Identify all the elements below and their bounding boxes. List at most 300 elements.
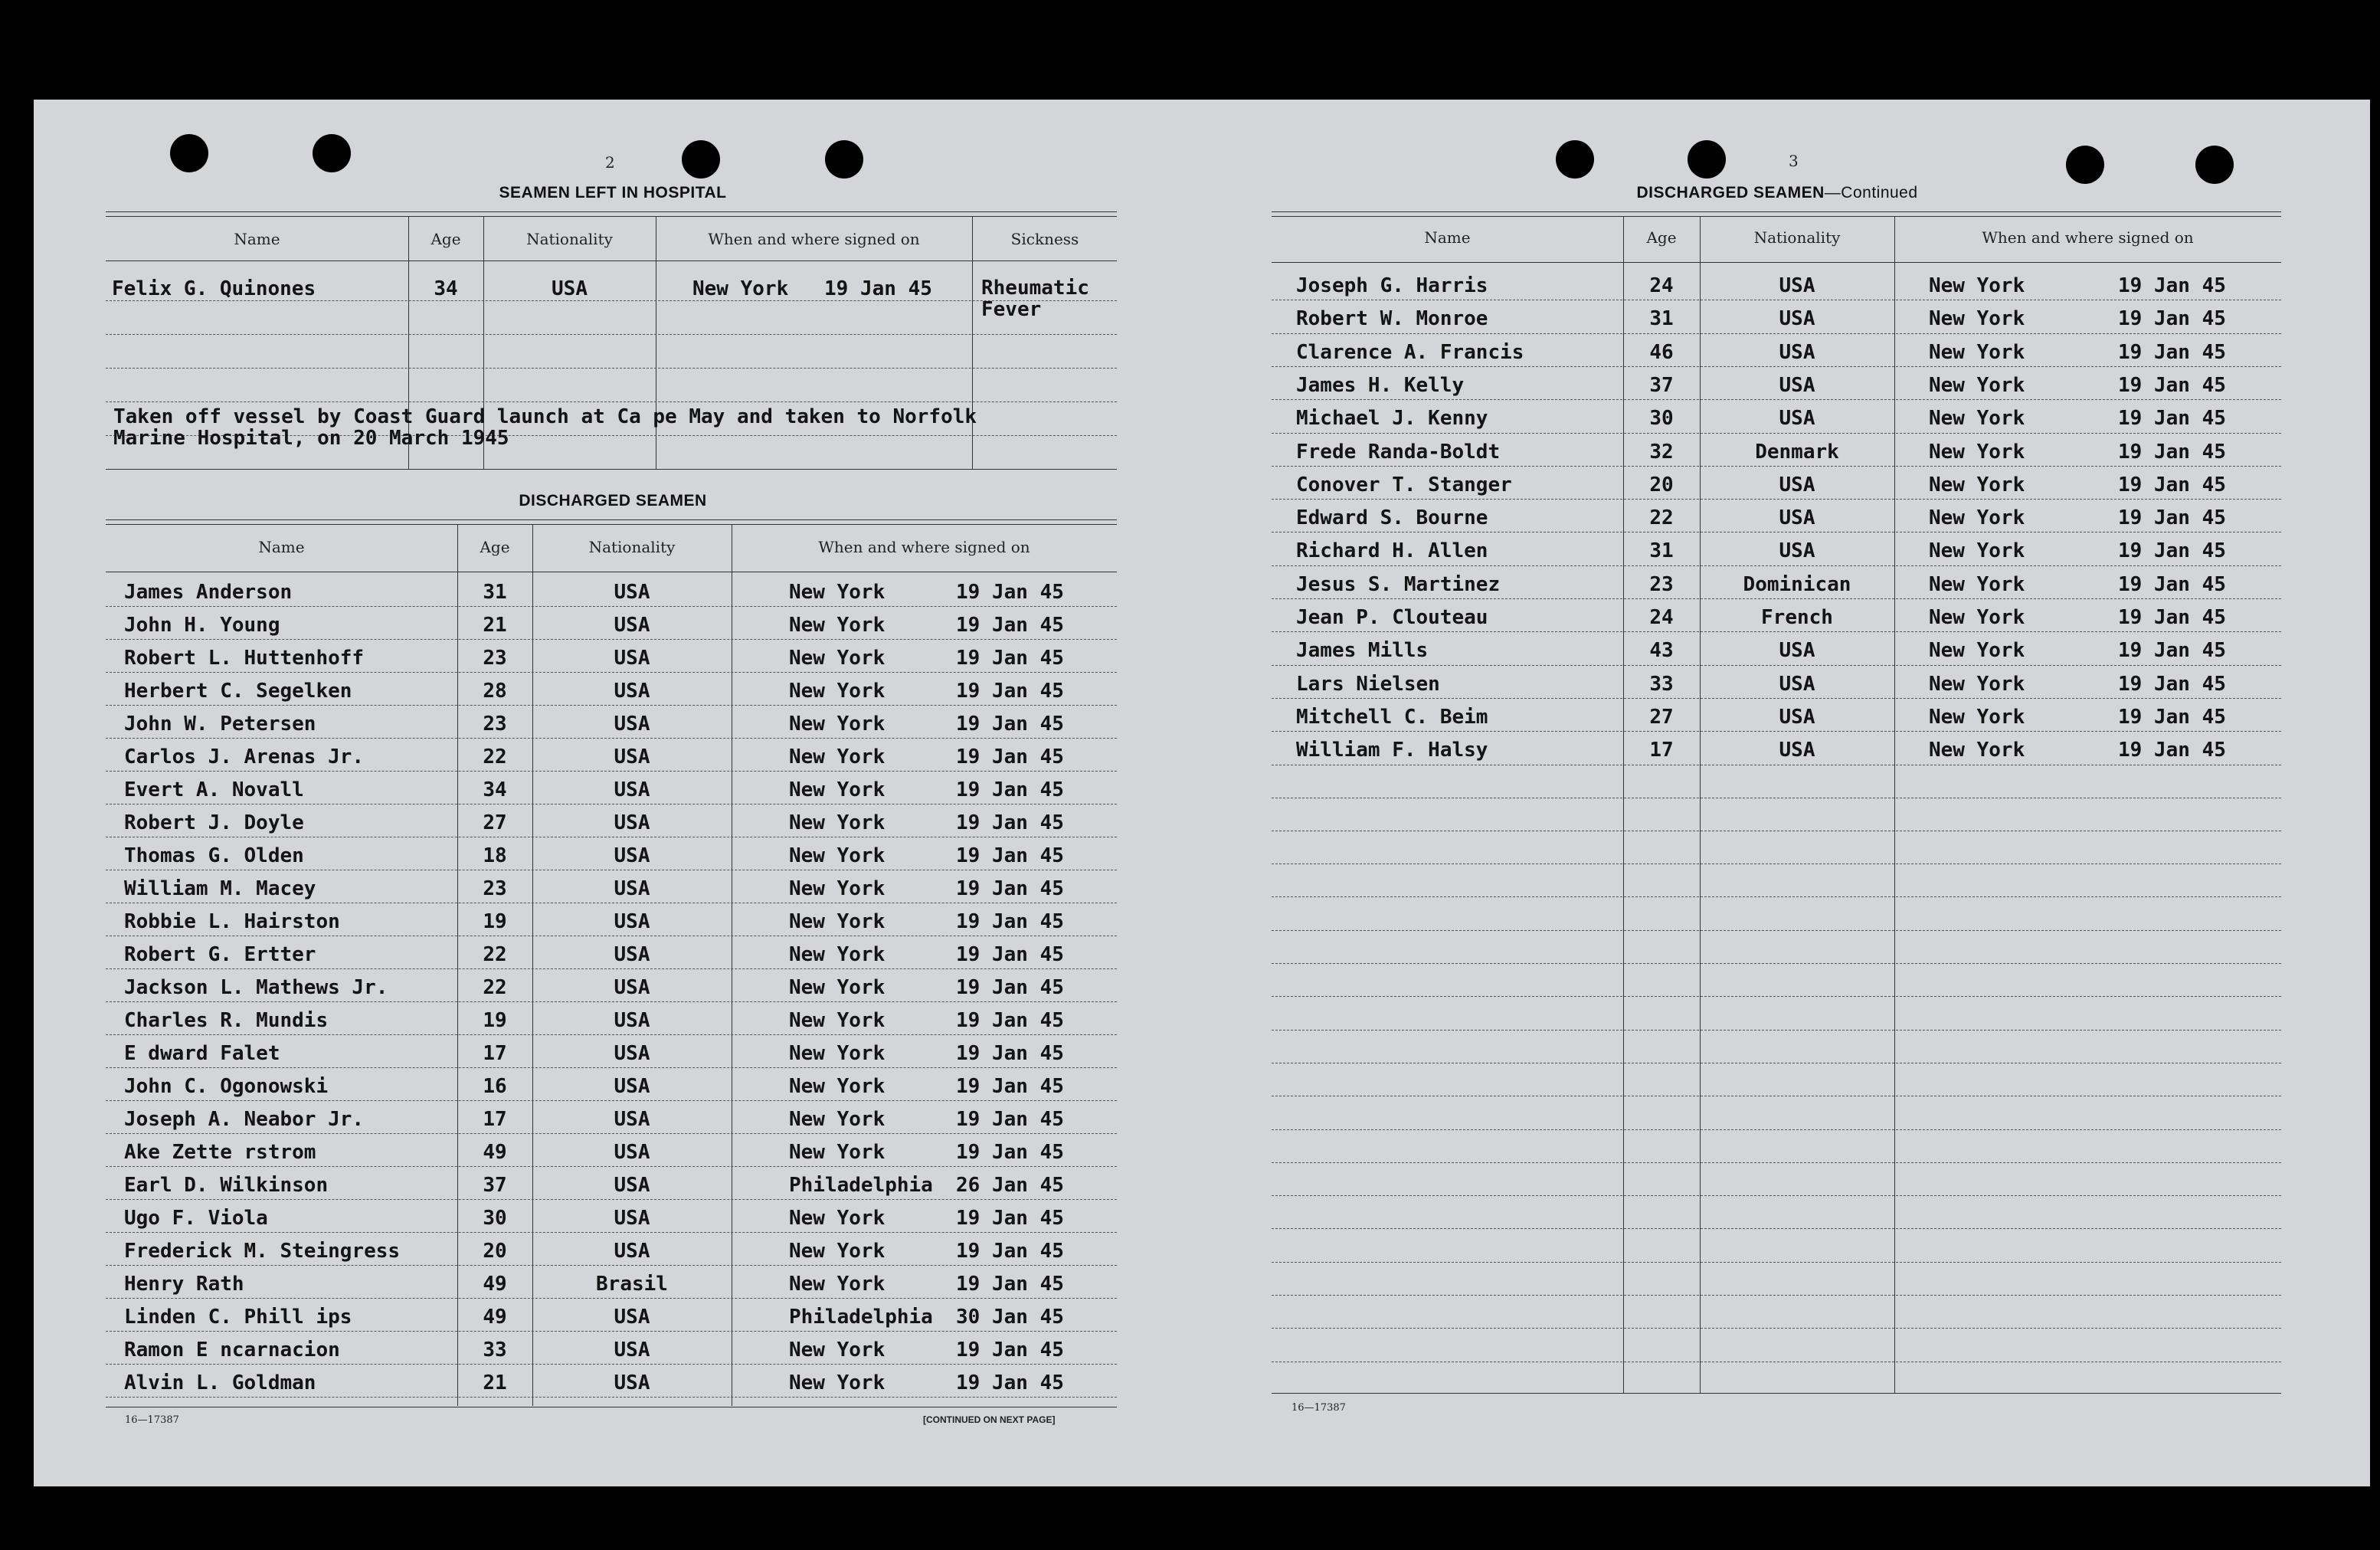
row-rule <box>106 334 1117 335</box>
seaman-age: 33 <box>483 1339 507 1362</box>
row-rule <box>106 1133 1117 1134</box>
signed-date: 19 Jan 45 <box>2118 705 2226 729</box>
table-row <box>106 581 1117 611</box>
row-rule <box>106 1199 1117 1200</box>
heading-sub: —Continued <box>1824 184 1918 202</box>
signed-date: 19 Jan 45 <box>2118 606 2226 629</box>
row-rule <box>1272 665 2281 666</box>
signed-date: 19 Jan 45 <box>2118 307 2226 331</box>
table-row <box>106 1240 1117 1270</box>
signed-date: 19 Jan 45 <box>956 844 1064 867</box>
discharged-continued-heading <box>1570 184 1984 202</box>
signed-date: 19 Jan 45 <box>2118 739 2226 762</box>
seaman-nationality: Brasil <box>596 1273 668 1296</box>
signed-date: 19 Jan 45 <box>956 1141 1064 1164</box>
seaman-age: 20 <box>1649 473 1674 496</box>
row-rule <box>1272 466 2281 467</box>
row-rule <box>106 300 1117 301</box>
seaman-age: 31 <box>1649 539 1674 563</box>
column-header-name: Name <box>258 538 305 556</box>
row-rule <box>1272 598 2281 599</box>
table-row <box>106 680 1117 710</box>
seaman-age: 22 <box>483 746 507 768</box>
signed-place: Philadelphia <box>789 1306 933 1329</box>
seaman-nationality: USA <box>552 277 588 300</box>
seaman-age: 49 <box>483 1306 507 1329</box>
signed-place: New York <box>789 647 886 670</box>
signed-date: 19 Jan 45 <box>956 1108 1064 1131</box>
seaman-name: James Mills <box>1296 639 1429 663</box>
column-header-name: Name <box>1424 228 1471 247</box>
seaman-age: 21 <box>483 614 507 637</box>
seaman-age: 17 <box>1649 739 1674 762</box>
binder-hole <box>1556 140 1594 179</box>
seaman-name: Charles R. Mundis <box>124 1009 329 1032</box>
table-row <box>106 1075 1117 1106</box>
table-row <box>106 1108 1117 1139</box>
row-rule <box>1272 565 2281 566</box>
seaman-age: 17 <box>483 1108 507 1131</box>
seaman-name: Felix G. Quinones <box>112 277 316 300</box>
row-rule <box>1272 631 2281 632</box>
signed-place: New York <box>1929 506 2025 530</box>
row-rule <box>106 1331 1117 1332</box>
signed-place: New York <box>789 746 886 768</box>
table-row <box>106 1042 1117 1073</box>
signed-place: New York <box>1929 407 2025 431</box>
seaman-name: William M. Macey <box>124 877 316 900</box>
seaman-nationality: USA <box>614 811 650 834</box>
seaman-nationality: Dominican <box>1743 572 1851 596</box>
row-rule <box>1272 930 2281 931</box>
signed-date: 19 Jan 45 <box>956 1207 1064 1230</box>
signed-place: New York <box>1929 539 2025 563</box>
seaman-nationality: USA <box>1779 473 1815 496</box>
seaman-nationality: USA <box>614 1141 650 1164</box>
seaman-age: 33 <box>1649 672 1674 696</box>
seaman-age: 23 <box>483 877 507 900</box>
table-row <box>106 647 1117 677</box>
table-row <box>106 1306 1117 1336</box>
binder-hole <box>825 140 863 179</box>
signed-place: New York <box>789 1042 886 1065</box>
seaman-name: Robert G. Ertter <box>124 943 316 966</box>
seaman-name: Carlos J. Arenas Jr. <box>124 746 365 768</box>
signed-date: 19 Jan 45 <box>956 746 1064 768</box>
table-row <box>106 778 1117 809</box>
seaman-age: 23 <box>1649 572 1674 596</box>
column-header-sickness: Sickness <box>1010 230 1079 248</box>
seaman-nationality: USA <box>614 1075 650 1098</box>
signed-place: New York <box>789 811 886 834</box>
signed-place: New York <box>692 277 789 300</box>
seaman-age: 30 <box>483 1207 507 1230</box>
seaman-age: 22 <box>483 943 507 966</box>
signed-place: New York <box>1929 307 2025 331</box>
row-rule <box>106 1397 1117 1398</box>
hospital-note: Taken off vessel by Coast Guard launch at Ca pe May and taken to Norfolk Marine Hospital, on 20 March 1945 <box>113 405 977 450</box>
seaman-name: Frede Randa-Boldt <box>1296 440 1501 464</box>
table-row <box>106 1141 1117 1172</box>
row-rule <box>106 401 1117 402</box>
seaman-name: Joseph G. Harris <box>1296 274 1488 297</box>
signed-date: 19 Jan 45 <box>956 877 1064 900</box>
table-row <box>106 943 1117 974</box>
signed-place: New York <box>1929 572 2025 596</box>
signed-date: 19 Jan 45 <box>956 713 1064 736</box>
signed-place: New York <box>1929 672 2025 696</box>
seaman-name: Thomas G. Olden <box>124 844 304 867</box>
signed-date: 19 Jan 45 <box>2118 672 2226 696</box>
row-rule <box>1272 366 2281 367</box>
signed-date: 19 Jan 45 <box>956 680 1064 703</box>
table-rule <box>106 519 1117 525</box>
table-row <box>106 713 1117 743</box>
table-row <box>106 1273 1117 1303</box>
seaman-nationality: USA <box>614 680 650 703</box>
column-header-age: Age <box>430 230 461 248</box>
seaman-name: William F. Halsy <box>1296 739 1488 762</box>
seaman-age: 18 <box>483 844 507 867</box>
seaman-nationality: USA <box>614 844 650 867</box>
seaman-name: Lars Nielsen <box>1296 672 1440 696</box>
signed-date: 19 Jan 45 <box>2118 440 2226 464</box>
signed-place: New York <box>789 680 886 703</box>
form-number: 16—17387 <box>1291 1402 1346 1414</box>
seaman-age: 19 <box>483 1009 507 1032</box>
seaman-name: John W. Petersen <box>124 713 316 736</box>
signed-date: 26 Jan 45 <box>956 1174 1064 1197</box>
seaman-name: E dward Falet <box>124 1042 280 1065</box>
signed-date: 19 Jan 45 <box>2118 539 2226 563</box>
sickness: Rheumatic Fever <box>981 277 1089 321</box>
seaman-name: Robbie L. Hairston <box>124 910 340 933</box>
row-rule <box>106 705 1117 706</box>
row-rule <box>106 606 1117 607</box>
seaman-nationality: USA <box>1779 340 1815 364</box>
seaman-name: Jackson L. Mathews Jr. <box>124 976 388 999</box>
table-row <box>106 844 1117 875</box>
signed-place: New York <box>1929 705 2025 729</box>
table-row <box>106 614 1117 644</box>
row-rule <box>106 1034 1117 1035</box>
column-header-nationality: Nationality <box>588 538 676 556</box>
signed-date: 30 Jan 45 <box>956 1306 1064 1329</box>
seaman-age: 22 <box>483 976 507 999</box>
seaman-nationality: USA <box>614 1009 650 1032</box>
signed-date: 19 Jan 45 <box>956 1339 1064 1362</box>
signed-date: 19 Jan 45 <box>956 1240 1064 1263</box>
seaman-nationality: USA <box>614 1174 650 1197</box>
signed-place: New York <box>789 1339 886 1362</box>
seaman-name: Ake Zette rstrom <box>124 1141 316 1164</box>
row-rule <box>1272 1262 2281 1263</box>
seaman-nationality: USA <box>614 1042 650 1065</box>
signed-place: New York <box>789 614 886 637</box>
row-rule <box>106 1298 1117 1299</box>
signed-place: New York <box>789 1240 886 1263</box>
seaman-age: 37 <box>1649 373 1674 397</box>
seaman-name: Henry Rath <box>124 1273 244 1296</box>
row-rule <box>1272 963 2281 964</box>
row-rule <box>106 1100 1117 1101</box>
signed-place: New York <box>789 1207 886 1230</box>
signed-place: New York <box>789 713 886 736</box>
seaman-nationality: USA <box>614 778 650 801</box>
row-rule <box>1272 1328 2281 1329</box>
seaman-nationality: USA <box>614 1306 650 1329</box>
seaman-nationality: French <box>1761 606 1833 629</box>
signed-place: New York <box>789 581 886 604</box>
seaman-name: Edward S. Bourne <box>1296 506 1488 530</box>
signed-place: New York <box>1929 639 2025 663</box>
seaman-name: Jesus S. Martinez <box>1296 572 1501 596</box>
seaman-nationality: USA <box>614 910 650 933</box>
row-rule <box>1272 1129 2281 1130</box>
signed-date: 19 Jan 45 <box>2118 506 2226 530</box>
seaman-nationality: USA <box>1779 307 1815 331</box>
row-rule <box>1272 698 2281 699</box>
row-rule <box>1272 1162 2281 1163</box>
signed-date: 19 Jan 45 <box>956 1371 1064 1394</box>
page-number: 2 <box>605 153 615 172</box>
seaman-name: Richard H. Allen <box>1296 539 1488 563</box>
column-header-age: Age <box>1646 228 1677 247</box>
signed-place: New York <box>789 976 886 999</box>
table-rule <box>106 211 1117 217</box>
table-row <box>106 1174 1117 1204</box>
seaman-nationality: USA <box>614 877 650 900</box>
seaman-age: 23 <box>483 713 507 736</box>
seaman-age: 27 <box>1649 705 1674 729</box>
table-row <box>106 910 1117 941</box>
seaman-name: James H. Kelly <box>1296 373 1465 397</box>
seaman-age: 19 <box>483 910 507 933</box>
table-row <box>106 1207 1117 1237</box>
signed-place: New York <box>789 844 886 867</box>
seaman-nationality: USA <box>614 1339 650 1362</box>
signed-date: 19 Jan 45 <box>956 811 1064 834</box>
seaman-name: Clarence A. Francis <box>1296 340 1524 364</box>
row-rule <box>106 368 1117 369</box>
signed-place: New York <box>789 1009 886 1032</box>
seaman-age: 49 <box>483 1273 507 1296</box>
row-rule <box>1272 499 2281 500</box>
signed-place: New York <box>789 1273 886 1296</box>
seaman-nationality: USA <box>614 1108 650 1131</box>
row-rule <box>1272 863 2281 864</box>
form-number: 16—17387 <box>125 1414 179 1426</box>
row-rule <box>106 1265 1117 1266</box>
page-number: 3 <box>1789 152 1799 170</box>
row-rule <box>106 1001 1117 1002</box>
seaman-age: 31 <box>1649 307 1674 331</box>
signed-date: 19 Jan 45 <box>956 647 1064 670</box>
seaman-age: 34 <box>434 277 458 300</box>
signed-place: New York <box>789 1141 886 1164</box>
seaman-age: 28 <box>483 680 507 703</box>
seaman-nationality: USA <box>1779 373 1815 397</box>
seaman-nationality: USA <box>614 943 650 966</box>
row-rule <box>1272 1195 2281 1196</box>
signed-date: 19 Jan 45 <box>956 1273 1064 1296</box>
row-rule <box>1272 532 2281 533</box>
signed-place: New York <box>1929 473 2025 496</box>
signed-date: 19 Jan 45 <box>956 614 1064 637</box>
seaman-age: 24 <box>1649 606 1674 629</box>
seaman-name: Alvin L. Goldman <box>124 1371 316 1394</box>
signed-place: New York <box>1929 340 2025 364</box>
seaman-age: 16 <box>483 1075 507 1098</box>
row-rule <box>106 1166 1117 1167</box>
seaman-age: 21 <box>483 1371 507 1394</box>
seaman-nationality: USA <box>1779 407 1815 431</box>
row-rule <box>106 1232 1117 1233</box>
signed-place: Philadelphia <box>789 1174 933 1197</box>
binder-hole <box>1688 140 1726 179</box>
hospital-heading: SEAMEN LEFT IN HOSPITAL <box>499 184 727 202</box>
signed-place: New York <box>1929 440 2025 464</box>
row-rule <box>1272 1228 2281 1229</box>
row-rule <box>106 771 1117 772</box>
binder-hole <box>2195 146 2234 184</box>
table-row <box>106 1339 1117 1369</box>
seaman-nationality: USA <box>1779 705 1815 729</box>
seaman-name: Mitchell C. Beim <box>1296 705 1488 729</box>
seaman-age: 34 <box>483 778 507 801</box>
table-rule <box>1272 1393 2281 1394</box>
signed-place: New York <box>789 877 886 900</box>
row-rule <box>1272 399 2281 400</box>
seaman-age: 30 <box>1649 407 1674 431</box>
seaman-name: Robert L. Huttenhoff <box>124 647 365 670</box>
table-row <box>106 746 1117 776</box>
seaman-nationality: USA <box>614 1371 650 1394</box>
seaman-nationality: USA <box>1779 672 1815 696</box>
seaman-age: 46 <box>1649 340 1674 364</box>
signed-date: 19 Jan 45 <box>956 1042 1064 1065</box>
table-row <box>106 811 1117 842</box>
column-header-age: Age <box>480 538 510 556</box>
row-rule <box>106 738 1117 739</box>
seaman-name: Michael J. Kenny <box>1296 407 1488 431</box>
heading-main: DISCHARGED SEAMEN <box>1636 184 1825 202</box>
seaman-age: 22 <box>1649 506 1674 530</box>
row-rule <box>1272 896 2281 897</box>
column-header-name: Name <box>234 230 280 248</box>
signed-date: 19 Jan 45 <box>956 910 1064 933</box>
seaman-nationality: USA <box>614 581 650 604</box>
signed-date: 19 Jan 45 <box>2118 473 2226 496</box>
seaman-name: James Anderson <box>124 581 293 604</box>
seaman-name: Robert J. Doyle <box>124 811 304 834</box>
row-rule <box>1272 433 2281 434</box>
table-row <box>106 1009 1117 1040</box>
row-rule <box>1272 996 2281 997</box>
seaman-nationality: USA <box>614 1240 650 1263</box>
row-rule <box>106 968 1117 969</box>
seaman-name: Jean P. Clouteau <box>1296 606 1488 629</box>
signed-date: 19 Jan 45 <box>956 976 1064 999</box>
signed-place: New York <box>789 943 886 966</box>
signed-date: 19 Jan 45 <box>956 1075 1064 1098</box>
seaman-name: Linden C. Phill ips <box>124 1306 352 1329</box>
signed-date: 19 Jan 45 <box>2118 407 2226 431</box>
column-header-signed: When and where signed on <box>818 538 1030 556</box>
signed-date: 19 Jan 45 <box>2118 572 2226 596</box>
row-rule <box>1272 1295 2281 1296</box>
table-row <box>106 877 1117 908</box>
column-header-signed: When and where signed on <box>708 230 920 248</box>
continued-note: [CONTINUED ON NEXT PAGE] <box>923 1414 1056 1425</box>
seaman-age: 17 <box>483 1042 507 1065</box>
signed-place: New York <box>789 1075 886 1098</box>
seaman-nationality: USA <box>1779 739 1815 762</box>
seaman-age: 23 <box>483 647 507 670</box>
seaman-name: Joseph A. Neabor Jr. <box>124 1108 365 1131</box>
row-rule <box>106 1364 1117 1365</box>
column-header-nationality: Nationality <box>1753 228 1841 247</box>
seaman-name: Herbert C. Segelken <box>124 680 352 703</box>
signed-date: 19 Jan 45 <box>956 581 1064 604</box>
signed-date: 19 Jan 45 <box>2118 639 2226 663</box>
row-rule <box>106 639 1117 640</box>
signed-date: 19 Jan 45 <box>2118 274 2226 297</box>
seaman-nationality: USA <box>1779 506 1815 530</box>
seaman-name: Frederick M. Steingress <box>124 1240 401 1263</box>
seaman-age: 49 <box>483 1141 507 1164</box>
seaman-name: John C. Ogonowski <box>124 1075 329 1098</box>
seaman-name: Ugo F. Viola <box>124 1207 268 1230</box>
signed-date: 19 Jan 45 <box>956 778 1064 801</box>
signed-place: New York <box>789 1108 886 1131</box>
seaman-name: Conover T. Stanger <box>1296 473 1512 496</box>
binder-hole <box>682 140 720 179</box>
table-rule <box>1272 262 2281 263</box>
table-row <box>106 976 1117 1007</box>
binder-hole <box>2066 146 2104 184</box>
seaman-age: 20 <box>483 1240 507 1263</box>
seaman-name: John H. Young <box>124 614 280 637</box>
seaman-name: Robert W. Monroe <box>1296 307 1488 331</box>
table-rule <box>106 469 1117 470</box>
row-rule <box>106 672 1117 673</box>
row-rule <box>1272 1030 2281 1031</box>
table-row <box>106 277 1117 321</box>
discharged-heading: DISCHARGED SEAMEN <box>519 492 707 510</box>
signed-date: 19 Jan 45 <box>2118 373 2226 397</box>
seaman-nationality: USA <box>614 647 650 670</box>
row-rule <box>1272 731 2281 732</box>
seaman-nationality: Denmark <box>1755 440 1839 464</box>
seaman-nationality: USA <box>614 614 650 637</box>
row-rule <box>106 1067 1117 1068</box>
signed-place: New York <box>789 910 886 933</box>
table-rule <box>1272 211 2281 217</box>
table-row <box>106 1371 1117 1402</box>
seaman-age: 27 <box>483 811 507 834</box>
seaman-age: 37 <box>483 1174 507 1197</box>
seaman-nationality: USA <box>1779 539 1815 563</box>
signed-date: 19 Jan 45 <box>2118 340 2226 364</box>
column-header-nationality: Nationality <box>526 230 613 248</box>
seaman-age: 43 <box>1649 639 1674 663</box>
binder-hole <box>170 134 208 172</box>
seaman-nationality: USA <box>614 1207 650 1230</box>
seaman-age: 31 <box>483 581 507 604</box>
signed-place: New York <box>1929 274 2025 297</box>
signed-date: 19 Jan 45 <box>956 1009 1064 1032</box>
